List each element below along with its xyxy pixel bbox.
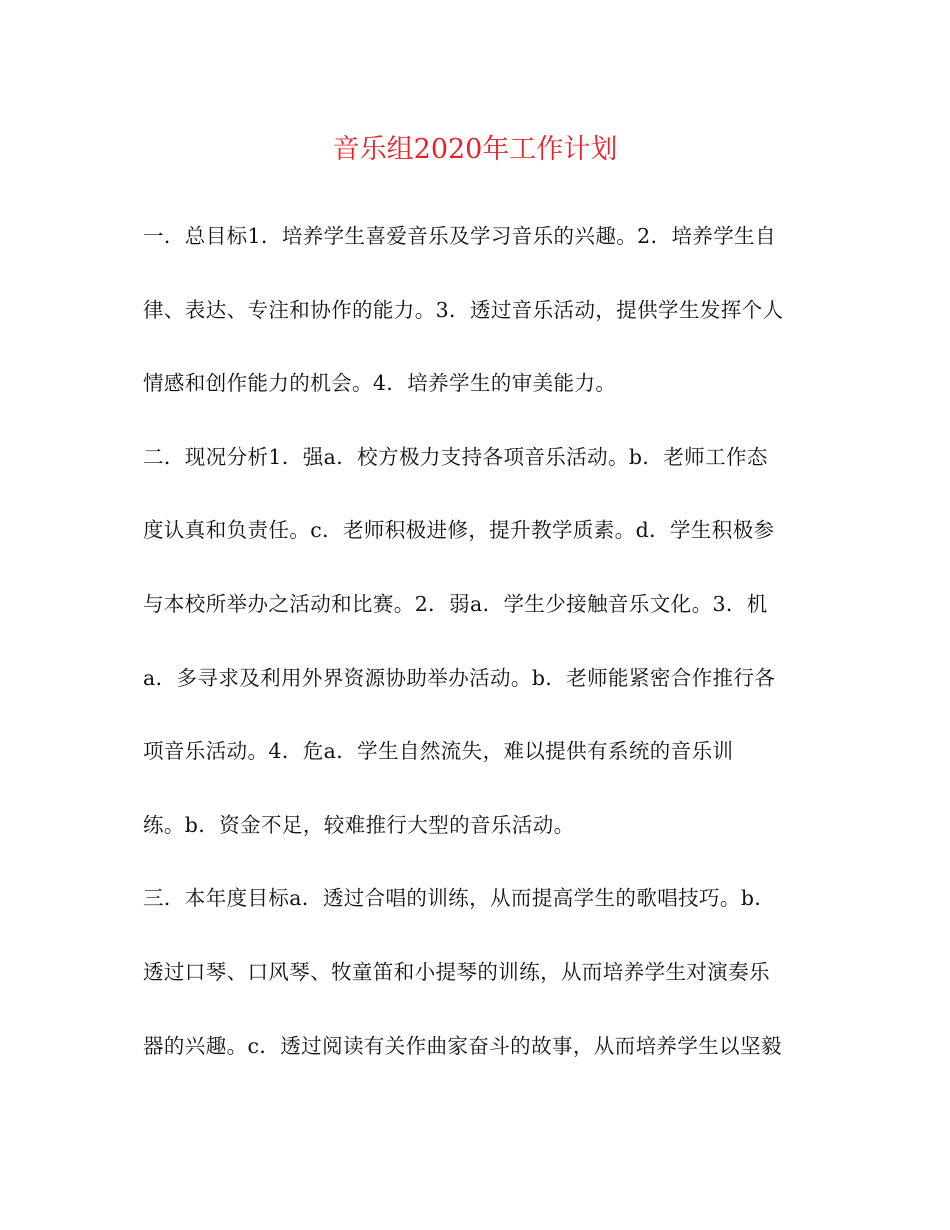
text-line: 三．本年度目标a．透过合唱的训练，从而提高学生的歌唱技巧。b． — [143, 886, 776, 911]
page-title: 音乐组2020年工作计划 — [332, 134, 618, 165]
text-line: 情感和创作能力的机会。4．培养学生的审美能力。 — [143, 371, 617, 396]
text-line: 器的兴趣。c．透过阅读有关作曲家奋斗的故事，从而培养学生以坚毅 — [143, 1033, 782, 1058]
text-line: 一．总目标1．培养学生喜爱音乐及学习音乐的兴趣。2．培养学生自 — [143, 224, 776, 248]
text-line: a．多寻求及利用外界资源协助举办活动。b．老师能紧密合作推行各 — [143, 665, 776, 690]
text-line: 项音乐活动。4．危a．学生自然流失，难以提供有系统的音乐训 — [143, 739, 734, 764]
text-line: 律、表达、专注和协作的能力。3．透过音乐活动，提供学生发挥个人 — [143, 297, 784, 322]
text-line: 练。b．资金不足，较难推行大型的音乐活动。 — [143, 812, 575, 837]
text-line: 透过口琴、口风琴、牧童笛和小提琴的训练，从而培养学生对演奏乐 — [143, 959, 770, 984]
text-line: 度认真和负责任。c．老师积极进修，提升教学质素。d．学生积极参 — [143, 518, 775, 543]
text-line: 二．现况分析1．强a．校方极力支持各项音乐活动。b．老师工作态 — [143, 444, 768, 469]
text-line: 与本校所举办之活动和比赛。2．弱a．学生少接触音乐文化。3．机 — [143, 591, 768, 616]
document-body — [143, 213, 813, 1096]
